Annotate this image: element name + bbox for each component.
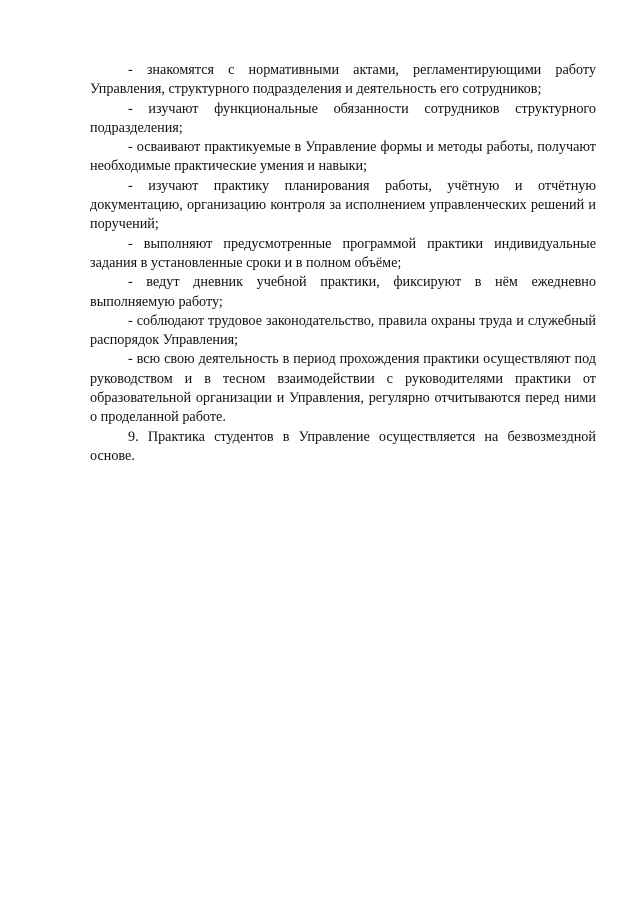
paragraph-planning: - изучают практику планирования работы, учётную и отчётную документацию, организацию контроля за исполнением управленческих решений и поручений; bbox=[90, 177, 596, 233]
paragraph-methods: - осваивают практикуемые в Управление формы и методы работы, получают необходимые практические умения и навыки; bbox=[90, 139, 596, 175]
paragraph-supervision: - всю свою деятельность в период прохождения практики осуществляют под руководством и в тесном взаимодействии с руководителями практики от образовательной организации и Управления, регулярно отчитываются перед ними о проделанной работе. bbox=[90, 351, 596, 426]
paragraph-regulations: - знакомятся с нормативными актами, регламентирующими работу Управления, структурного подразделения и деятельность его сотрудников; bbox=[90, 62, 596, 98]
paragraph-labor-law: - соблюдают трудовое законодательство, правила охраны труда и служебный распорядок Управления; bbox=[90, 312, 596, 349]
paragraph-duties: - изучают функциональные обязанности сотрудников структурного подразделения; bbox=[90, 100, 596, 136]
document-body bbox=[90, 61, 596, 466]
paragraph-diary: - ведут дневник учебной практики, фиксируют в нём ежедневно выполняемую работу; bbox=[90, 274, 596, 310]
paragraph-assignments: - выполняют предусмотренные программой практики индивидуальные задания в установленные сроки и в полном объёме; bbox=[90, 235, 596, 271]
paragraph-clause-9: 9. Практика студентов в Управление осуществляется на безвозмездной основе. bbox=[90, 428, 596, 464]
